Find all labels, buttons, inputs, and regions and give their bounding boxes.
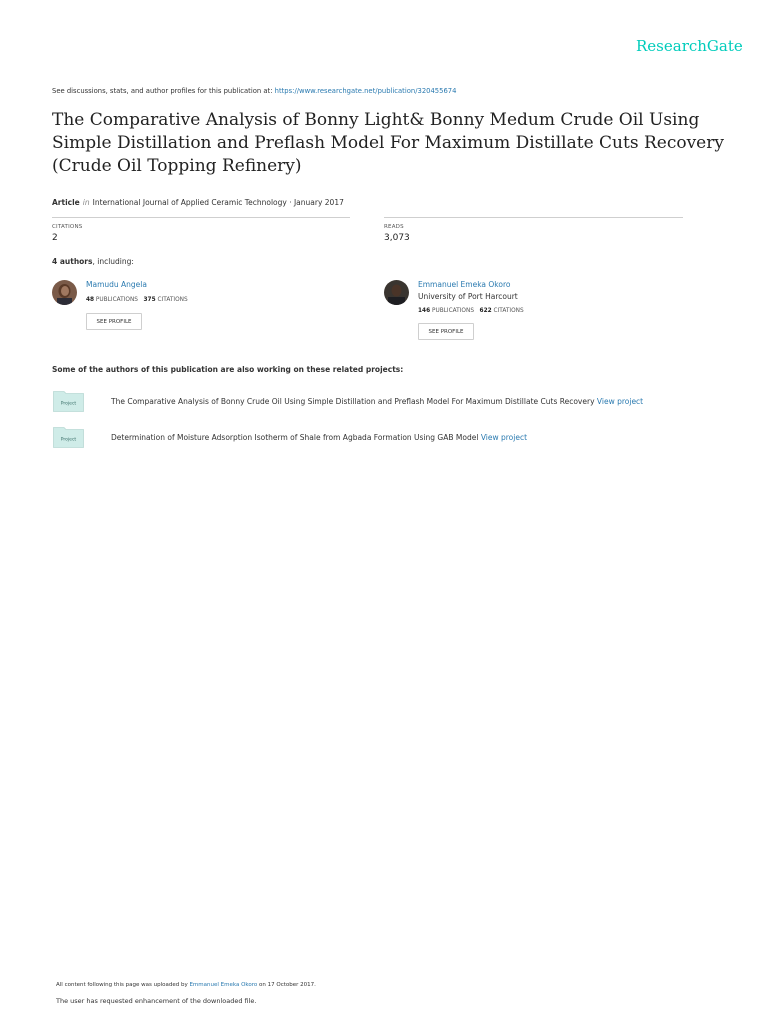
- citations-label: CITATIONS: [52, 224, 83, 230]
- view-project-link[interactable]: View project: [480, 433, 528, 442]
- related-projects-heading: Some of the authors of this publication are also working on these related projects:: [52, 365, 404, 374]
- project-icon-label: Project: [60, 437, 77, 443]
- view-project-link[interactable]: View project: [596, 397, 644, 406]
- author-avatar[interactable]: [384, 280, 409, 305]
- project-icon-label: Project: [60, 401, 77, 407]
- researchgate-logo[interactable]: ResearchGate: [636, 37, 743, 55]
- related-project: [111, 433, 527, 442]
- in-word: in: [82, 198, 90, 207]
- upload-suffix: on 17 October 2017.: [257, 982, 316, 988]
- publication-meta: [52, 198, 344, 207]
- author-affiliation: University of Port Harcourt: [418, 292, 518, 301]
- author-citations-count: 622: [479, 308, 492, 314]
- authors-count: 4 authors: [52, 257, 93, 266]
- publication-url-link[interactable]: https://www.researchgate.net/publication/320455674: [274, 87, 457, 95]
- author-name-link[interactable]: Mamudu Angela: [86, 280, 147, 289]
- author-citations-label: CITATIONS: [493, 308, 524, 314]
- citations-divider: [52, 217, 350, 218]
- see-profile-button[interactable]: SEE PROFILE: [418, 323, 474, 340]
- related-project: [111, 397, 643, 406]
- publication-title: The Comparative Analysis of Bonny Light& Bonny Medum Crude Oil Using Simple Distillation and Preflash Model For Maximum Distillate Cuts Recovery (Crude Oil Topping Refinery): [52, 110, 724, 176]
- author-stats: [86, 297, 188, 303]
- author-citations-count: 375: [143, 297, 156, 303]
- see-profile-button[interactable]: SEE PROFILE: [86, 313, 142, 330]
- author-name-link[interactable]: Emmanuel Emeka Okoro: [418, 280, 511, 289]
- reads-divider: [384, 217, 683, 218]
- reads-label: READS: [384, 224, 404, 230]
- journal-date: International Journal of Applied Ceramic Technology · January 2017: [92, 198, 344, 207]
- author-stats: [418, 308, 524, 314]
- reads-value: 3,073: [384, 233, 410, 243]
- project-title: The Comparative Analysis of Bonny Crude Oil Using Simple Distillation and Preflash Model For Maximum Distillate Cuts Recovery: [111, 397, 595, 406]
- project-title: Determination of Moisture Adsorption Isotherm of Shale from Agbada Formation Using GAB Model: [111, 433, 479, 442]
- project-folder-icon: [53, 426, 84, 448]
- upload-prefix: All content following this page was uploaded by: [56, 982, 190, 988]
- enhancement-note: The user has requested enhancement of the downloaded file.: [56, 997, 257, 1005]
- author-publications-label: PUBLICATIONS: [95, 297, 138, 303]
- upload-note: [56, 982, 316, 988]
- discussion-line: [52, 87, 456, 95]
- author-avatar[interactable]: [52, 280, 77, 305]
- authors-suffix: , including:: [92, 257, 134, 266]
- authors-heading: [52, 257, 134, 266]
- discussion-prefix: See discussions, stats, and author profiles for this publication at:: [52, 87, 275, 95]
- uploader-link[interactable]: Emmanuel Emeka Okoro: [189, 982, 258, 988]
- project-folder-icon: [53, 390, 84, 412]
- author-publications-count: 146: [418, 308, 431, 314]
- author-citations-label: CITATIONS: [157, 297, 188, 303]
- author-publications-count: 48: [86, 297, 95, 303]
- citations-value: 2: [52, 233, 58, 243]
- author-publications-label: PUBLICATIONS: [431, 308, 475, 314]
- publication-type: Article: [52, 198, 80, 207]
